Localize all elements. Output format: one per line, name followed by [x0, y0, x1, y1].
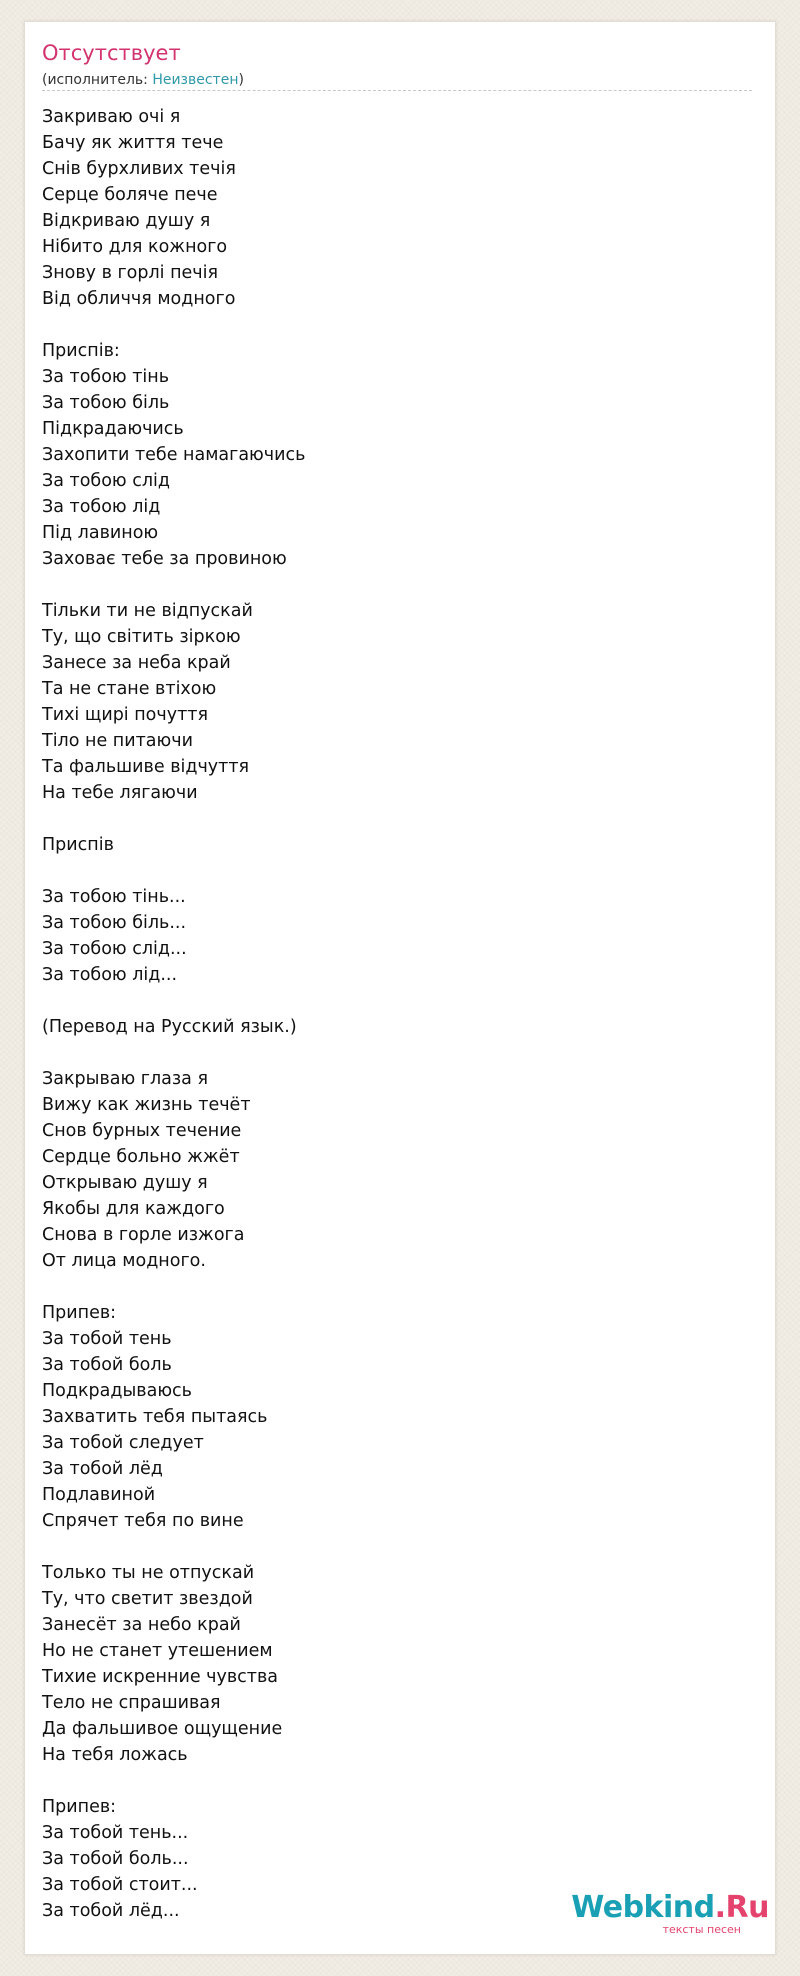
lyric-line: Серце боляче пече	[42, 185, 218, 205]
lyric-blank-line	[42, 1040, 742, 1066]
lyric-line: Приспів	[42, 835, 114, 855]
lyric-line: За тобой тень	[42, 1329, 172, 1349]
logo-suffix-text: .Ru	[714, 1890, 769, 1925]
lyric-line: Припев:	[42, 1303, 117, 1323]
lyric-line: За тобой лёд...	[42, 1901, 180, 1921]
lyric-line: Знову в горлі печія	[42, 263, 219, 283]
artist-prefix: (исполнитель:	[42, 72, 153, 88]
lyric-blank-line	[42, 988, 742, 1014]
lyric-line: Відкриваю душу я	[42, 211, 211, 231]
lyric-line: За тобою лід	[42, 497, 161, 517]
artist-link[interactable]: Неизвестен	[152, 72, 239, 88]
lyrics-card	[24, 21, 776, 1955]
lyric-line: Підкрадаючись	[42, 419, 184, 439]
lyric-line: Только ты не отпускай	[42, 1563, 255, 1583]
lyrics-body	[42, 104, 742, 1924]
lyric-line: За тобой боль...	[42, 1849, 189, 1869]
lyric-line: Открываю душу я	[42, 1173, 208, 1193]
lyric-line: Вижу как жизнь течёт	[42, 1095, 251, 1115]
lyric-line: За тобою слід	[42, 471, 170, 491]
lyric-line: Від обличчя модного	[42, 289, 236, 309]
lyric-line: За тобой стоит...	[42, 1875, 198, 1895]
lyric-line: Та фальшиве відчуття	[42, 757, 250, 777]
lyric-line: Захватить тебя пытаясь	[42, 1407, 268, 1427]
lyric-blank-line	[42, 572, 742, 598]
lyric-line: Снов бурных течение	[42, 1121, 242, 1141]
lyric-line: Тіло не питаючи	[42, 731, 193, 751]
lyric-line: Но не станет утешением	[42, 1641, 273, 1661]
lyric-line: Подлавиной	[42, 1485, 156, 1505]
lyric-line: Ту, що світить зіркою	[42, 627, 241, 647]
site-logo[interactable]	[549, 1890, 769, 1940]
lyric-line: За тобой боль	[42, 1355, 172, 1375]
lyric-blank-line	[42, 1534, 742, 1560]
lyric-blank-line	[42, 858, 742, 884]
lyric-line: Занесёт за небо край	[42, 1615, 241, 1635]
lyric-line: За тобой тень...	[42, 1823, 189, 1843]
lyric-blank-line	[42, 1274, 742, 1300]
title-divider	[42, 90, 752, 91]
lyric-line: Та не стане втіхою	[42, 679, 217, 699]
song-title: Отсутствует	[42, 41, 181, 65]
lyric-line: Занесе за неба край	[42, 653, 231, 673]
lyric-blank-line	[42, 312, 742, 338]
logo-tagline: тексты песен	[662, 1923, 741, 1936]
lyric-line: Тело не спрашивая	[42, 1693, 221, 1713]
lyric-line: Заховає тебе за провиною	[42, 549, 287, 569]
lyric-line: Тихие искренние чувства	[42, 1667, 279, 1687]
lyric-line: Подкрадываюсь	[42, 1381, 192, 1401]
lyric-line: Захопити тебе намагаючись	[42, 445, 306, 465]
lyric-line: На тебя ложась	[42, 1745, 188, 1765]
lyric-line: За тобою тінь	[42, 367, 170, 387]
artist-suffix: )	[238, 72, 244, 88]
lyric-blank-line	[42, 1768, 742, 1794]
lyric-line: Да фальшивое ощущение	[42, 1719, 283, 1739]
lyric-line: Бачу як життя тече	[42, 133, 224, 153]
logo-wordmark	[571, 1890, 769, 1926]
lyric-line: Під лавиною	[42, 523, 159, 543]
lyric-line: За тобою слід...	[42, 939, 187, 959]
logo-main-text: Webkind	[571, 1890, 715, 1925]
lyric-line: За тобой лёд	[42, 1459, 163, 1479]
lyric-line: Тихі щирі почуття	[42, 705, 208, 725]
lyric-line: (Перевод на Русский язык.)	[42, 1017, 297, 1037]
lyric-line: Закриваю очі я	[42, 107, 181, 127]
lyric-line: За тобою біль...	[42, 913, 187, 933]
lyric-line: За тобой следует	[42, 1433, 204, 1453]
lyric-line: За тобою тінь...	[42, 887, 186, 907]
lyric-line: Припев:	[42, 1797, 117, 1817]
artist-line	[42, 72, 244, 88]
lyric-line: Сердце больно жжёт	[42, 1147, 240, 1167]
lyric-line: Снів бурхливих течія	[42, 159, 236, 179]
lyric-line: Приспів:	[42, 341, 120, 361]
lyric-line: Нібито для кожного	[42, 237, 228, 257]
lyric-line: Ту, что светит звездой	[42, 1589, 253, 1609]
lyric-line: Тільки ти не відпускай	[42, 601, 253, 621]
lyric-line: За тобою лід...	[42, 965, 178, 985]
lyric-line: Якобы для каждого	[42, 1199, 225, 1219]
lyric-line: За тобою біль	[42, 393, 170, 413]
lyric-line: Закрываю глаза я	[42, 1069, 208, 1089]
lyric-blank-line	[42, 806, 742, 832]
lyric-line: Спрячет тебя по вине	[42, 1511, 244, 1531]
lyric-line: От лица модного.	[42, 1251, 206, 1271]
lyric-line: Снова в горле изжога	[42, 1225, 245, 1245]
lyric-line: На тебе лягаючи	[42, 783, 198, 803]
